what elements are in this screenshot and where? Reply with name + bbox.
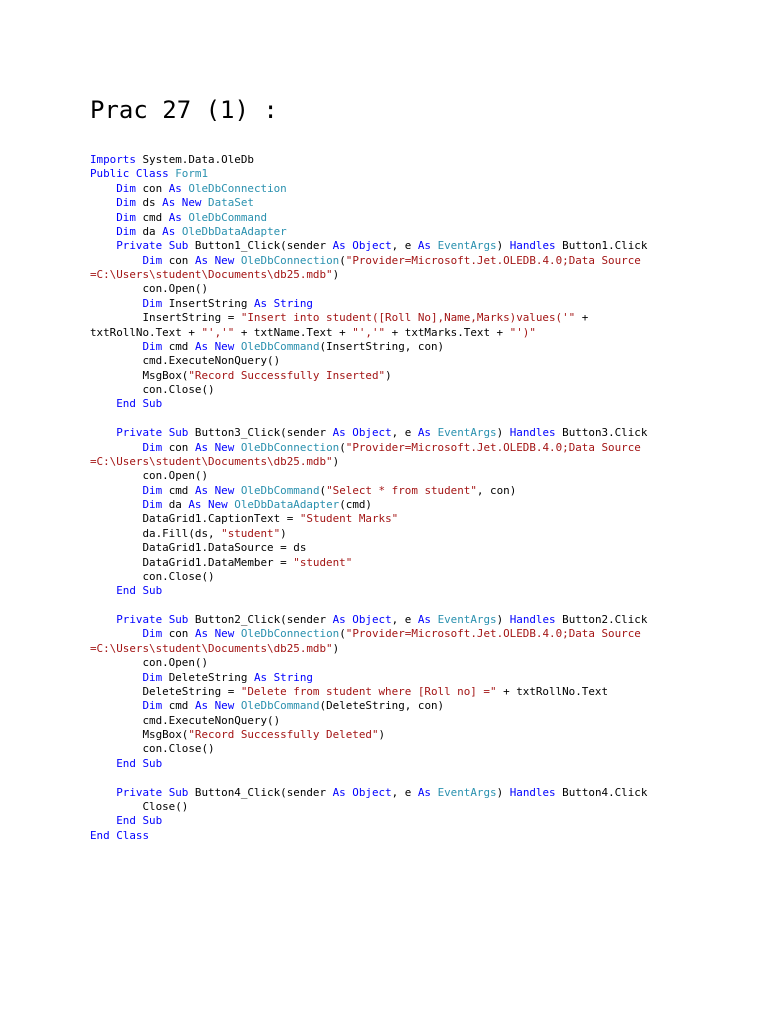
code-text [90,340,142,353]
code-text: (cmd) [339,498,372,511]
string-token: "Select * from student" [326,483,477,497]
code-line [90,728,690,742]
keyword-token: End Sub [116,756,163,770]
code-line [90,656,690,670]
code-text: con [162,253,195,267]
code-line [90,541,690,555]
keyword-token: As [332,239,346,253]
code-line [90,757,690,771]
keyword-token: Dim [116,181,136,195]
keyword-token: As [332,613,346,626]
code-line [90,282,690,296]
code-text: Button3.Click [555,426,648,440]
code-text: MsgBox( [90,368,189,382]
code-line [90,167,690,181]
keyword-token: As New [188,498,228,511]
code-text: DeleteString [162,670,254,684]
string-token: "','" [352,325,386,339]
code-text: da [162,498,189,511]
code-line [90,556,690,570]
string-token: =C:\Users\student\Documents\db25.mdb" [90,454,333,468]
blank-code-line [90,599,690,613]
type-token: OleDbConnection [240,440,340,454]
code-line [90,326,690,340]
code-text [90,297,142,310]
keyword-token: End Class [90,828,150,842]
code-line [90,297,690,311]
code-text [90,225,116,238]
code-text: + txtName.Text + [234,325,353,339]
keyword-token: As [162,224,176,238]
type-token: EventArgs [437,613,497,626]
code-text: ( [339,627,346,641]
keyword-token: Dim [142,440,163,454]
code-line [90,627,690,641]
type-token: Form1 [175,167,209,181]
keyword-token: As New [194,483,235,497]
code-text: (DeleteString, con) [319,699,445,713]
code-line [90,484,690,498]
keyword-token: Private Sub [116,785,189,799]
type-token: OleDbConnection [240,253,340,267]
code-text: , e [391,239,418,253]
keyword-token: Handles [509,613,556,626]
string-token: "student" [221,526,281,540]
code-line [90,268,690,282]
code-line [90,354,690,368]
code-text [90,613,116,626]
code-text: DataGrid1.CaptionText = [90,512,300,526]
string-token: =C:\Users\student\Documents\db25.mdb" [90,641,333,655]
code-text: cmd [162,339,195,353]
keyword-token: As [168,181,182,195]
code-text: ) [496,785,510,799]
keyword-token: As New [194,627,235,641]
type-token: OleDbCommand [240,699,320,713]
code-line [90,498,690,512]
keyword-token: Imports [90,153,136,166]
code-text: + [575,311,589,325]
code-line [90,527,690,541]
code-text: cmd [162,699,195,713]
code-text: da.Fill(ds, [90,526,222,540]
code-text: Button1_Click(sender [188,239,333,253]
string-token: =C:\Users\student\Documents\db25.mdb" [90,268,333,281]
keyword-token: Dim [142,339,163,353]
code-line [90,671,690,685]
keyword-token: As [253,296,268,310]
code-text [90,397,116,410]
type-token: OleDbDataAdapter [181,224,287,238]
code-text [90,441,142,454]
code-text: cmd [162,483,195,497]
type-token: OleDbCommand [188,210,268,224]
code-text: Button4.Click [555,785,648,799]
code-line [90,829,690,843]
code-text: ( [339,440,346,454]
code-text: ) [332,454,340,468]
string-token: "')" [509,325,536,339]
keyword-token: Private Sub [116,239,189,253]
code-text [90,627,142,640]
code-text [90,814,116,827]
code-text: txtRollNo.Text + [90,325,202,339]
keyword-token: End Sub [116,584,163,598]
keyword-token: As [417,239,431,253]
code-text: DataGrid1.DataSource = ds [90,541,307,555]
code-text: DeleteString = [90,684,241,698]
code-text [90,426,116,439]
string-token: "Provider=Microsoft.Jet.OLEDB.4.0;Data Source [345,627,641,641]
type-token: EventArgs [437,426,497,440]
keyword-token: As New [162,196,202,210]
code-text: con [135,181,169,195]
keyword-token: End Sub [116,814,163,828]
keyword-token: Dim [142,670,163,684]
string-token: "','" [201,325,235,339]
string-token: "Delete from student where [Roll no] =" [240,684,497,698]
code-text: ) [496,239,510,253]
page-title: Prac 27 (1) : [90,96,278,124]
code-text [90,671,142,684]
type-token: EventArgs [437,239,497,253]
type-token: DataSet [208,196,254,210]
string-token: "Insert into student([Roll No],Name,Marks)values('" [240,311,576,325]
code-text: Button3_Click(sender [188,426,333,440]
code-line [90,196,690,210]
code-text: ) [385,368,392,382]
type-token: OleDbConnection [188,181,287,195]
keyword-token: Dim [142,627,163,641]
blank-code-line [90,771,690,785]
keyword-token: Dim [116,196,136,210]
code-line [90,441,690,455]
code-text [90,699,142,712]
code-text: ) [280,526,287,540]
code-text: (InsertString, con) [319,339,445,353]
keyword-token: As [332,426,346,440]
code-text: da [135,224,163,238]
code-text: Button1.Click [555,239,648,253]
code-text: ( [339,253,346,267]
keyword-token: Dim [142,296,163,310]
code-line [90,642,690,656]
keyword-token: As New [194,253,235,267]
code-text: System.Data.OleDb [135,153,254,166]
code-line [90,340,690,354]
code-text: , e [391,426,418,440]
code-text: con.Open() [90,282,209,296]
code-text: con.Close() [90,742,215,756]
code-line [90,225,690,239]
code-text: con [162,440,195,454]
keyword-token: As [332,785,346,799]
code-line [90,153,690,167]
code-text: Button2_Click(sender [188,613,333,626]
keyword-token: Public Class [90,167,169,181]
code-line [90,383,690,397]
type-token: OleDbConnection [240,627,340,641]
code-text: InsertString [162,296,254,310]
type-token: OleDbDataAdapter [234,498,340,511]
code-text: cmd.ExecuteNonQuery() [90,354,281,368]
code-text: InsertString = [90,311,241,325]
code-line [90,699,690,713]
code-text: ) [332,641,340,655]
code-text: Button2.Click [555,613,648,626]
code-text [90,196,116,209]
code-line [90,613,690,627]
code-line [90,397,690,411]
string-token: "Provider=Microsoft.Jet.OLEDB.4.0;Data Source [345,440,641,454]
keyword-token: Object [352,239,392,253]
code-text: Button4_Click(sender [188,785,333,799]
code-text: ) [496,613,510,626]
keyword-token: Object [352,426,392,440]
type-token: EventArgs [437,785,497,799]
keyword-token: Handles [509,426,556,440]
code-text [90,254,142,267]
keyword-token: Object [352,785,392,799]
keyword-token: As [253,670,268,684]
keyword-token: String [273,670,313,684]
code-text [90,211,116,224]
keyword-token: Dim [142,483,163,497]
code-text [90,786,116,799]
code-line [90,182,690,196]
code-text [90,584,116,597]
code-text: cmd [135,210,169,224]
code-line [90,469,690,483]
string-token: "Student Marks" [299,512,399,526]
code-line [90,512,690,526]
keyword-token: Object [352,613,392,626]
code-text: + txtRollNo.Text [496,684,608,698]
blank-code-line [90,412,690,426]
code-line [90,254,690,268]
type-token: OleDbCommand [240,339,320,353]
code-line [90,814,690,828]
code-text: con.Close() [90,383,215,396]
keyword-token: Private Sub [116,613,189,626]
code-line [90,800,690,814]
keyword-token: As [168,210,182,224]
code-text [90,182,116,195]
code-line [90,570,690,584]
code-line [90,714,690,728]
code-text [90,239,116,252]
code-text [90,757,116,770]
code-text: MsgBox( [90,728,189,741]
code-text: Close() [90,799,189,813]
code-line [90,742,690,756]
code-text: con.Open() [90,656,209,670]
code-text: , e [391,785,418,799]
keyword-token: String [273,296,313,310]
string-token: "Provider=Microsoft.Jet.OLEDB.4.0;Data Source [345,253,641,267]
code-text: + txtMarks.Text + [385,325,510,339]
keyword-token: As New [194,440,235,454]
code-text: ds [135,196,163,210]
code-block [90,153,690,843]
keyword-token: Handles [509,785,556,799]
code-text [90,498,142,511]
code-text: con.Open() [90,469,209,483]
string-token: "Record Successfully Inserted" [188,368,386,382]
code-text: con.Close() [90,569,215,583]
type-token: OleDbCommand [240,483,320,497]
code-line [90,584,690,598]
string-token: "Record Successfully Deleted" [188,728,379,741]
code-line [90,455,690,469]
keyword-token: As [417,426,431,440]
code-line [90,685,690,699]
code-line [90,369,690,383]
keyword-token: Handles [509,239,556,253]
code-text: con [162,627,195,641]
keyword-token: As New [194,699,235,713]
code-text [90,484,142,497]
keyword-token: Dim [142,498,163,511]
keyword-token: Dim [116,224,136,238]
code-line [90,426,690,440]
code-text: ) [332,268,340,281]
code-text: DataGrid1.DataMember = [90,555,294,569]
code-text: , con) [476,483,517,497]
keyword-token: Private Sub [116,426,189,440]
code-line [90,239,690,253]
keyword-token: Dim [116,210,136,224]
code-line [90,786,690,800]
code-text: ( [319,483,327,497]
keyword-token: As New [194,339,235,353]
keyword-token: As [417,613,431,626]
string-token: "student" [293,555,353,569]
code-text: ) [496,426,510,440]
code-text: , e [391,613,418,626]
code-line [90,311,690,325]
code-text: ) [378,728,386,741]
keyword-token: End Sub [116,397,163,411]
keyword-token: Dim [142,699,163,713]
code-text: cmd.ExecuteNonQuery() [90,713,281,727]
keyword-token: As [417,785,431,799]
code-line [90,211,690,225]
keyword-token: Dim [142,253,163,267]
